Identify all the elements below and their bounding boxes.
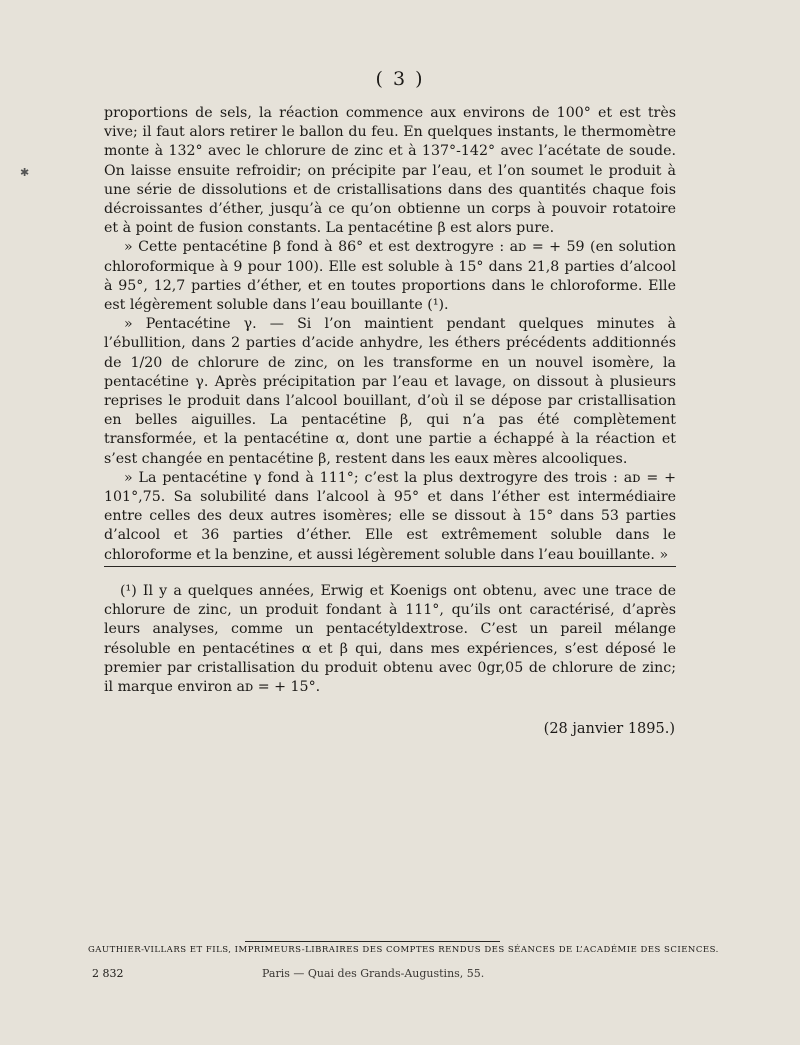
dateline: (28 janvier 1895.) (543, 721, 675, 737)
body-text (104, 104, 676, 565)
imprint-separator (245, 941, 500, 942)
margin-mark: ✱ (20, 166, 30, 179)
imprint-code: 2 832 (92, 967, 124, 980)
imprint-publisher: GAUTHIER-VILLARS ET FILS, IMPRIMEURS-LIBRAIRES DES COMPTES RENDUS DES SÉANCES DE L’ACADÉMIE DES SCIENCES. (88, 945, 719, 955)
paragraph-1: proportions de sels, la réaction commence aux environs de 100° et est très vive; il faut alors retirer le ballon du feu. En quelques instants, le thermomètre monte à 132° avec le chlorure de zinc et à 137°-142° avec l’acétate de soude. On laisse ensuite refroidir; on précipite par l’eau, et l’on soumet le produit à une série de dissolutions et de cristallisations dans des quantités chaque fois décroissantes d’éther, jusqu’à ce qu’on obtienne un corps à pouvoir rotatoire et à point de fusion constants. La pentacétine β est alors pure. (104, 105, 676, 237)
page-number: ( 3 ) (375, 68, 425, 90)
paragraph-4: » La pentacétine γ fond à 111°; c’est la plus dextrogyre des trois : aᴅ = + 101°,75. Sa solubilité dans l’alcool à 95° et dans l’éther est intermédiaire entre celles des deux autres isomères; elle se dissout à 15° dans 53 parties d’alcool et 36 parties d’éther. Elle est extrêmement soluble dans le chloroforme et la benzine, et aussi légèrement soluble dans l’eau bouillante. » (104, 469, 676, 563)
footnote-text: (¹) Il y a quelques années, Erwig et Koenigs ont obtenu, avec une trace de chlorure de zinc, un produit fondant à 111°, qu’ils ont caractérisé, d’après leurs analyses, comme un pentacétyldextrose. C’est un pareil mélange résoluble en pentacétines α et β qui, dans mes expériences, s’est déposé le premier par cristallisation du produit obtenu avec 0gr,05 de chlorure de zinc; il marque environ aᴅ = + 15°. (104, 583, 676, 696)
paragraph-2: » Cette pentacétine β fond à 86° et est dextrogyre : aᴅ = + 59 (en solution chloroformique à 9 pour 100). Elle est soluble à 15° dans 21,8 parties d’alcool à 95°, 12,7 parties d’éther, et en toutes proportions dans le chloroforme. Elle est légèrement soluble dans l’eau bouillante (¹). (104, 239, 676, 314)
paragraph-3: » Pentacétine γ. — Si l’on maintient pendant quelques minutes à l’ébullition, dans 2 parties d’acide anhydre, les éthers précédents additionnés de 1/20 de chlorure de zinc, on les transforme en un nouvel isomère, la pentacétine γ. Après précipitation par l’eau et lavage, on dissout à plusieurs reprises le produit dans l’alcool bouillant, d’où il se dépose par cristallisation en belles aiguilles. La pentacétine β, qui n’a pas été complètement transformée, et la pentacétine α, dont une partie a échappé à la réaction et s’est changée en pentacétine β, restent dans les eaux mères alcooliques. (104, 316, 676, 467)
imprint-address: Paris — Quai des Grands-Augustins, 55. (262, 967, 485, 980)
footnote (104, 582, 676, 697)
footnote-separator (104, 566, 676, 567)
